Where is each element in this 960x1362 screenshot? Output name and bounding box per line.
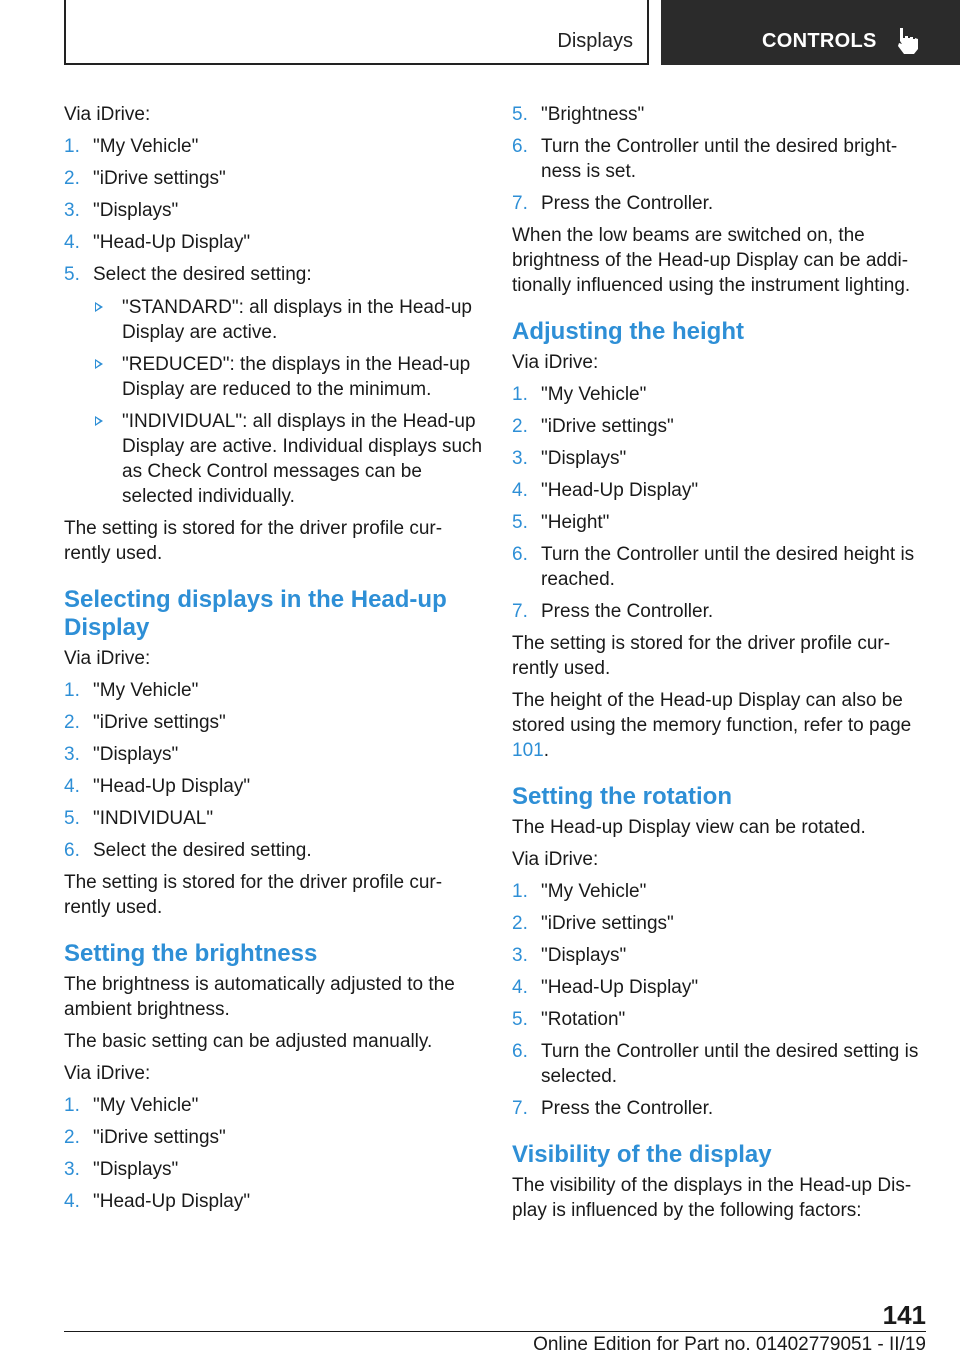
step-text: "Height" xyxy=(541,512,610,533)
step-text: "iDrive settings" xyxy=(541,913,674,934)
list-item xyxy=(64,134,484,159)
heading-rotation: Setting the rotation xyxy=(512,783,732,810)
step-text: Turn the Controller until the desired setting is selected. xyxy=(541,1041,919,1087)
step-number: 5. xyxy=(64,808,80,829)
header-section-box xyxy=(64,0,649,65)
step-number: 7. xyxy=(512,601,528,622)
step-number: 3. xyxy=(64,200,80,221)
step-text: Select the desired setting: xyxy=(93,264,312,285)
heading-brightness: Setting the brightness xyxy=(64,940,318,967)
pointing-hand-icon xyxy=(895,27,921,55)
step-text: Turn the Controller until the desired height is reached. xyxy=(541,544,915,590)
brightness-manual-text: The basic setting can be adjusted manually. xyxy=(64,1031,433,1052)
list-item xyxy=(64,1125,484,1150)
heading-selecting-displays: Selecting displays in the Head-up Display xyxy=(64,586,447,641)
step-number: 6. xyxy=(512,1041,528,1062)
footer-edition: Online Edition for Part no. 01402779051 - II/19 xyxy=(533,1334,926,1355)
step-text: "Displays" xyxy=(541,945,627,966)
list-item xyxy=(512,943,932,968)
step-number: 2. xyxy=(512,416,528,437)
step-number: 1. xyxy=(64,1095,80,1116)
visibility-text: The visibility of the displays in the Head-up Dis‐play is influenced by the following factors: xyxy=(512,1175,912,1221)
step-number: 6. xyxy=(512,136,528,157)
step-text: "Head-Up Display" xyxy=(541,977,699,998)
list-item xyxy=(64,262,484,509)
steps-selecting-displays xyxy=(64,678,484,863)
list-item xyxy=(64,710,484,735)
step-text: "My Vehicle" xyxy=(541,881,647,902)
section-title: Displays xyxy=(557,30,633,52)
step-number: 5. xyxy=(512,1009,528,1030)
step-number: 3. xyxy=(512,945,528,966)
page-number: 141 xyxy=(882,1300,926,1330)
step-number: 4. xyxy=(512,480,528,501)
memory-period: . xyxy=(543,740,549,761)
option-item xyxy=(93,295,484,345)
step-text: Select the desired setting. xyxy=(93,840,312,861)
list-item xyxy=(64,198,484,223)
list-item xyxy=(512,879,932,904)
page-reference-link[interactable]: 101 xyxy=(512,740,544,761)
step-text: "Brightness" xyxy=(541,104,645,125)
right-column xyxy=(512,102,932,1230)
list-item xyxy=(64,1157,484,1182)
step-text: "Head-Up Display" xyxy=(93,1191,251,1212)
via-idrive-label: Via iDrive: xyxy=(64,648,151,669)
step-number: 2. xyxy=(64,712,80,733)
list-item xyxy=(512,542,932,592)
step-number: 1. xyxy=(512,881,528,902)
step-text: Press the Controller. xyxy=(541,1098,714,1119)
step-number: 7. xyxy=(512,1098,528,1119)
step-text: "My Vehicle" xyxy=(93,1095,199,1116)
step-number: 2. xyxy=(64,1127,80,1148)
option-item xyxy=(93,409,484,509)
list-item xyxy=(512,1039,932,1089)
step-text: "iDrive settings" xyxy=(541,416,674,437)
step-number: 2. xyxy=(64,168,80,189)
left-column xyxy=(64,102,484,1221)
step-number: 4. xyxy=(64,232,80,253)
step-number: 3. xyxy=(64,744,80,765)
triangle-bullet-icon xyxy=(95,302,103,312)
step-text: "iDrive settings" xyxy=(93,168,226,189)
list-item xyxy=(512,191,932,216)
option-text: "STANDARD": all displays in the Head-up Display are active. xyxy=(122,297,472,343)
step-text: "iDrive settings" xyxy=(93,712,226,733)
step-text: "Head-Up Display" xyxy=(541,480,699,501)
list-item xyxy=(512,975,932,1000)
list-item xyxy=(512,911,932,936)
step-text: "Rotation" xyxy=(541,1009,626,1030)
step-number: 6. xyxy=(64,840,80,861)
step-number: 3. xyxy=(64,1159,80,1180)
list-item xyxy=(64,1189,484,1214)
step-number: 5. xyxy=(512,512,528,533)
step-text: "iDrive settings" xyxy=(93,1127,226,1148)
option-text: "INDIVIDUAL": all displays in the Head-up Display are active. Individual displays such as Check Control messages can be selected individually. xyxy=(122,411,483,507)
step-number: 6. xyxy=(512,544,528,565)
step-text: "Displays" xyxy=(93,744,179,765)
list-item xyxy=(64,742,484,767)
option-item xyxy=(93,352,484,402)
chapter-title: CONTROLS xyxy=(762,30,877,52)
list-item xyxy=(64,678,484,703)
via-idrive-label: Via iDrive: xyxy=(512,849,599,870)
setting-options xyxy=(93,295,484,509)
list-item xyxy=(512,382,932,407)
memory-function-text xyxy=(512,688,932,763)
steps-brightness xyxy=(64,1093,484,1214)
step-number: 1. xyxy=(64,136,80,157)
list-item xyxy=(512,1007,932,1032)
list-item xyxy=(512,599,932,624)
list-item xyxy=(512,510,932,535)
list-item xyxy=(512,1096,932,1121)
footer-divider xyxy=(64,1331,926,1332)
heading-visibility: Visibility of the display xyxy=(512,1141,772,1168)
list-item xyxy=(64,774,484,799)
list-item xyxy=(512,102,932,127)
step-text: Press the Controller. xyxy=(541,193,714,214)
step-text: "Displays" xyxy=(93,1159,179,1180)
heading-height: Adjusting the height xyxy=(512,318,744,345)
option-text: "REDUCED": the displays in the Head-up Display are reduced to the minimum. xyxy=(122,354,471,400)
step-text: "INDIVIDUAL" xyxy=(93,808,214,829)
step-number: 2. xyxy=(512,913,528,934)
step-text: Turn the Controller until the desired bright‐ness is set. xyxy=(541,136,898,182)
list-item xyxy=(512,446,932,471)
steps-display-setting xyxy=(64,134,484,509)
steps-rotation xyxy=(512,879,932,1121)
list-item xyxy=(512,414,932,439)
step-number: 4. xyxy=(64,1191,80,1212)
stored-note: The setting is stored for the driver profile cur‐rently used. xyxy=(64,518,443,564)
step-number: 4. xyxy=(512,977,528,998)
step-text: "My Vehicle" xyxy=(93,136,199,157)
triangle-bullet-icon xyxy=(95,416,103,426)
list-item xyxy=(64,806,484,831)
memory-text: The height of the Head-up Display can also be stored using the memory function, refer to page xyxy=(512,690,912,736)
step-text: "Displays" xyxy=(93,200,179,221)
low-beams-text: When the low beams are switched on, the brightness of the Head-up Display can be addi‐tionally influenced using the instrument lighting. xyxy=(512,225,911,296)
step-number: 1. xyxy=(512,384,528,405)
list-item xyxy=(512,134,932,184)
step-text: "Head-Up Display" xyxy=(93,232,251,253)
header-chapter-box xyxy=(661,0,960,65)
list-item xyxy=(64,838,484,863)
steps-brightness-continued xyxy=(512,102,932,216)
steps-height xyxy=(512,382,932,624)
rotation-text: The Head-up Display view can be rotated. xyxy=(512,817,866,838)
step-text: "My Vehicle" xyxy=(93,680,199,701)
via-idrive-label: Via iDrive: xyxy=(512,352,599,373)
step-text: "My Vehicle" xyxy=(541,384,647,405)
step-number: 5. xyxy=(64,264,80,285)
step-number: 5. xyxy=(512,104,528,125)
stored-note: The setting is stored for the driver profile cur‐rently used. xyxy=(512,633,891,679)
step-text: Press the Controller. xyxy=(541,601,714,622)
triangle-bullet-icon xyxy=(95,359,103,369)
list-item xyxy=(64,166,484,191)
via-idrive-label: Via iDrive: xyxy=(64,1063,151,1084)
list-item xyxy=(512,478,932,503)
step-number: 4. xyxy=(64,776,80,797)
step-number: 1. xyxy=(64,680,80,701)
list-item xyxy=(64,230,484,255)
via-idrive-label: Via iDrive: xyxy=(64,104,151,125)
list-item xyxy=(64,1093,484,1118)
step-text: "Head-Up Display" xyxy=(93,776,251,797)
step-number: 3. xyxy=(512,448,528,469)
brightness-auto-text: The brightness is automatically adjusted to the ambient brightness. xyxy=(64,974,455,1020)
stored-note: The setting is stored for the driver profile cur‐rently used. xyxy=(64,872,443,918)
step-number: 7. xyxy=(512,193,528,214)
step-text: "Displays" xyxy=(541,448,627,469)
